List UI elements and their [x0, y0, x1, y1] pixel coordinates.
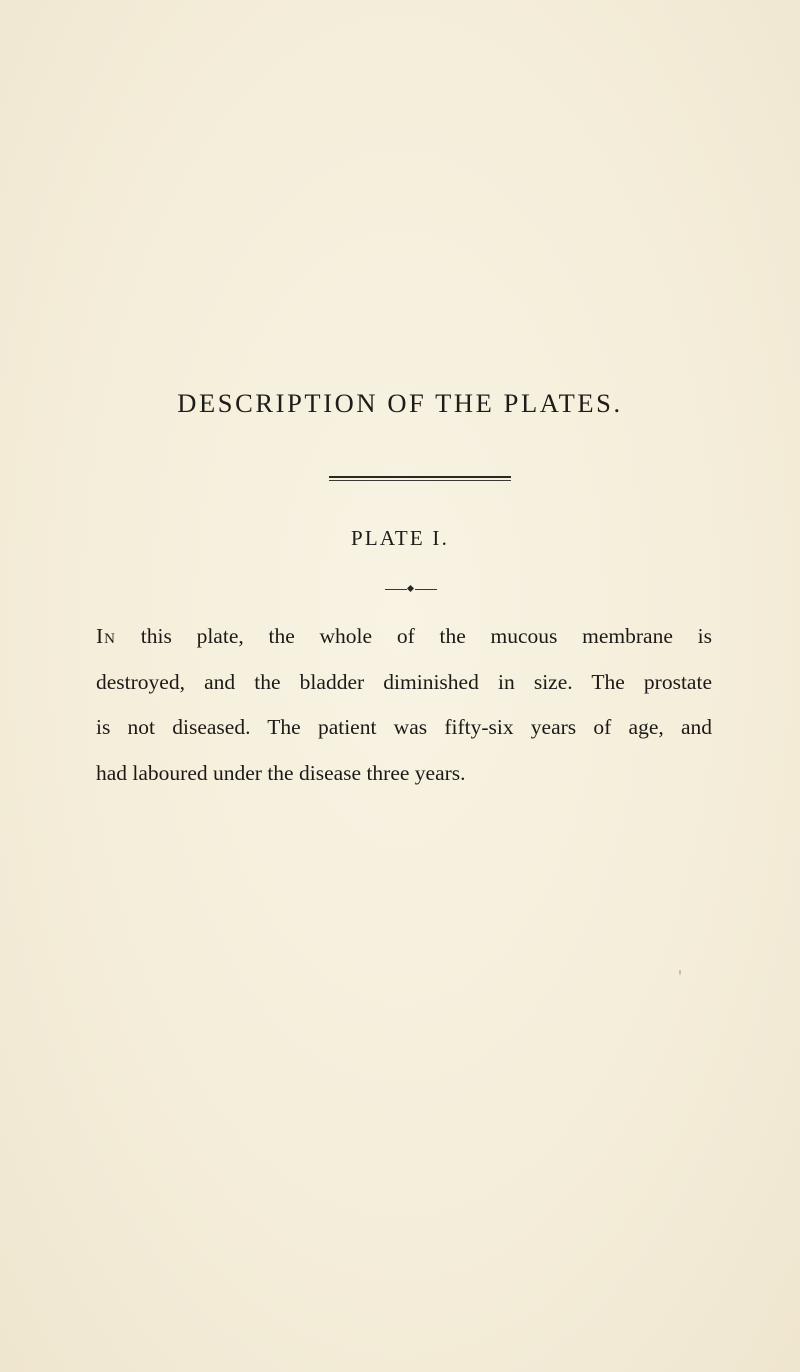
plate-description-paragraph — [96, 614, 712, 796]
paragraph-line-3: is not diseased. The patient was fifty-six years of age, and — [96, 715, 712, 739]
rule-thick — [329, 476, 511, 478]
page-title: DESCRIPTION OF THE PLATES. — [177, 388, 623, 418]
paper-speck — [679, 970, 681, 975]
diamond-ornament-icon — [385, 585, 437, 595]
opening-word: In — [96, 624, 116, 648]
title-double-rule — [329, 476, 511, 482]
paragraph-line-4: had laboured under the disease three years. — [96, 760, 466, 785]
ornament-line-right — [415, 589, 437, 590]
paragraph-line-2: destroyed, and the bladder diminished in size. The prostate — [96, 669, 712, 694]
ornament-line-left — [385, 589, 407, 590]
paragraph-line-1 — [96, 614, 712, 660]
rule-thin — [329, 480, 511, 481]
ornament-diamond — [407, 585, 414, 592]
plate-heading: PLATE I. — [350, 526, 450, 550]
paragraph-line-1-text: this plate, the whole of the mucous membrane is — [116, 624, 712, 648]
